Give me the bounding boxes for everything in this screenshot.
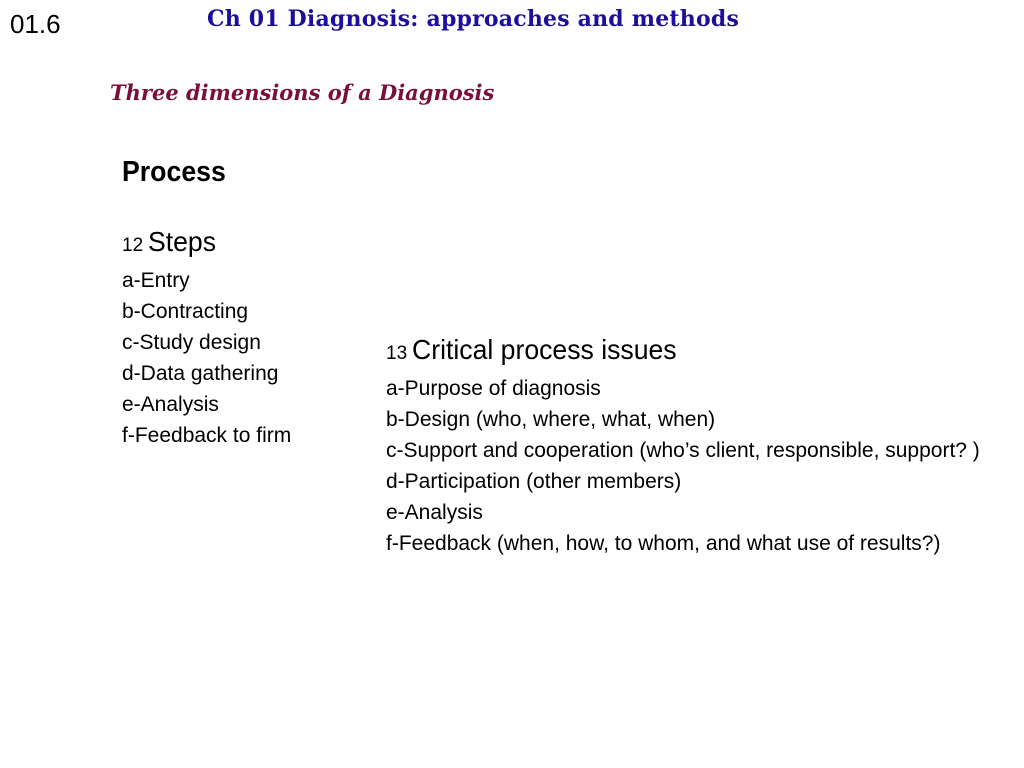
issue-item: a-Purpose of diagnosis [386, 377, 601, 400]
issue-item: e-Analysis [386, 501, 483, 524]
process-heading: Process [122, 156, 226, 188]
step-item: a-Entry [122, 269, 190, 292]
step-item: e-Analysis [122, 393, 219, 416]
steps-heading [122, 224, 291, 265]
steps-count: 12 [122, 235, 144, 256]
step-item: c-Study design [122, 331, 261, 354]
process-section [122, 152, 291, 451]
critical-issues-count: 13 [386, 343, 408, 364]
issue-item: b-Design (who, where, what, when) [386, 408, 716, 431]
slide-number: 01.6 [10, 9, 61, 39]
slide-subtitle: Three dimensions of a Diagnosis [110, 80, 495, 105]
step-item: d-Data gathering [122, 362, 279, 385]
step-item: f-Feedback to firm [122, 424, 292, 447]
issue-item: c-Support and cooperation (who’s client, responsible, support? ) [386, 439, 980, 462]
issue-item: d-Participation (other members) [386, 470, 682, 493]
critical-issues-section [386, 332, 980, 559]
critical-issues-label: Critical process issues [411, 334, 677, 365]
steps-list [122, 224, 291, 451]
chapter-title: Ch 01 Diagnosis: approaches and methods [207, 6, 740, 32]
critical-issues-heading [386, 332, 980, 373]
step-item: b-Contracting [122, 300, 249, 323]
steps-label: Steps [147, 226, 216, 257]
issue-item: f-Feedback (when, how, to whom, and what use of results?) [386, 532, 941, 555]
